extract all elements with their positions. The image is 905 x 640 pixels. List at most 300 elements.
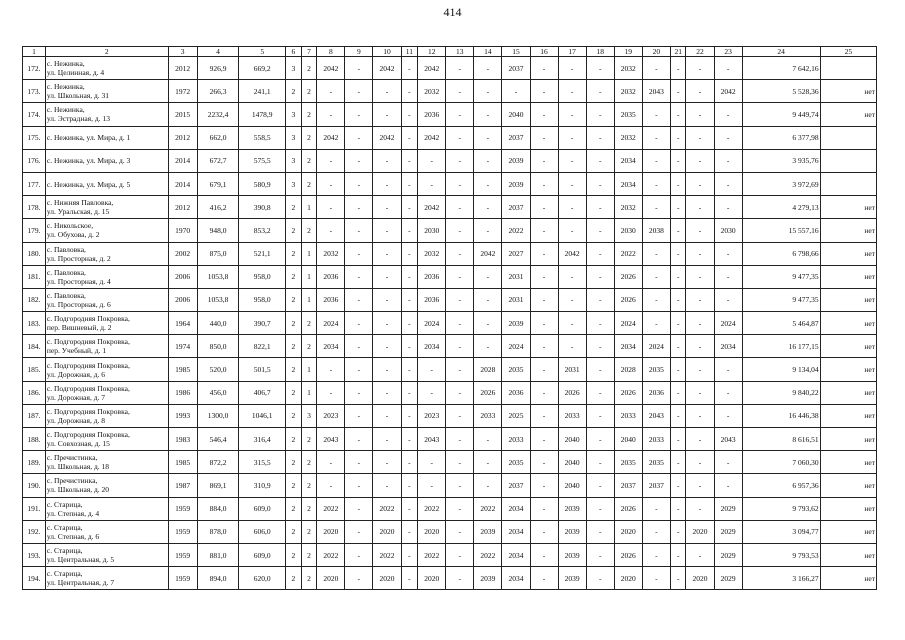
table-cell: 521,1 [239,242,286,265]
table-cell: 2034 [502,497,530,520]
table-cell: 2 [301,335,317,358]
table-cell: - [474,288,502,311]
table-row [23,543,877,566]
table-cell: - [586,335,614,358]
table-cell: 2 [286,288,302,311]
table-cell: 2022 [373,497,401,520]
table-cell: нет [820,497,876,520]
table-cell: - [642,312,670,335]
table-cell: - [586,428,614,451]
table-cell: 6 798,66 [742,242,820,265]
table-cell: - [446,358,474,381]
table-cell: - [401,520,418,543]
table-cell: 2026 [614,497,642,520]
table-cell: 6 957,36 [742,474,820,497]
table-cell: 1985 [168,451,197,474]
table-cell: - [373,474,401,497]
table-cell: 2030 [614,219,642,242]
table-cell: - [345,103,373,126]
column-header: 10 [373,47,401,57]
table-cell: 4 279,13 [742,196,820,219]
table-cell: 5 464,87 [742,312,820,335]
table-cell: - [558,149,586,172]
table-cell: - [373,428,401,451]
row-number-cell: 183. [23,312,46,335]
table-cell: 2033 [642,428,670,451]
table-cell: - [686,196,714,219]
table-cell: 2 [286,520,302,543]
table-cell: - [446,126,474,149]
table-cell: 3 972,69 [742,172,820,195]
table-row [23,265,877,288]
table-cell: 2037 [502,126,530,149]
address-line: с. Нежинка, ул. Мира, д. 5 [46,179,131,189]
table-cell: - [401,219,418,242]
table-cell: 2 [286,196,302,219]
table-cell: - [670,451,686,474]
address-cell [45,335,168,358]
table-cell: 2034 [614,149,642,172]
table-cell: - [686,103,714,126]
table-cell: - [714,451,742,474]
address-line: ул. Просторная, д. 4 [46,276,111,286]
table-cell: - [586,196,614,219]
table-cell: 241,1 [239,80,286,103]
table-cell: - [670,358,686,381]
table-cell: нет [820,358,876,381]
table-cell [820,57,876,80]
row-number-cell: 194. [23,567,46,590]
table-cell: - [686,358,714,381]
table-cell: 2 [301,497,317,520]
address-line: с. Никольское, [46,221,94,231]
table-cell: - [642,520,670,543]
table-cell: - [345,196,373,219]
table-cell: 2012 [168,126,197,149]
column-header: 3 [168,47,197,57]
address-cell [45,57,168,80]
address-line: с. Старица, [46,569,83,579]
table-cell: 2 [286,80,302,103]
table-cell: 1970 [168,219,197,242]
address-cell [45,428,168,451]
column-header: 18 [586,47,614,57]
address-line: ул. Эстрадная, д. 13 [46,114,110,124]
table-cell: 7 060,30 [742,451,820,474]
table-cell: - [401,404,418,427]
row-number-cell: 178. [23,196,46,219]
table-cell: - [345,567,373,590]
table-cell: 2043 [317,428,345,451]
table-cell: 2020 [317,567,345,590]
table-cell: нет [820,196,876,219]
table-cell: 2043 [714,428,742,451]
table-cell: нет [820,265,876,288]
table-cell: - [317,172,345,195]
address-cell [45,312,168,335]
table-cell: 2014 [168,172,197,195]
table-cell: 2 [301,520,317,543]
table-row [23,288,877,311]
table-cell: 853,2 [239,219,286,242]
table-cell: 2039 [502,149,530,172]
table-cell: - [686,80,714,103]
table-cell: 2022 [502,219,530,242]
table-cell: - [446,219,474,242]
table-cell: 2 [286,497,302,520]
table-cell: 2043 [642,80,670,103]
table-cell: 2034 [502,543,530,566]
table-cell: - [642,497,670,520]
table-cell: - [345,497,373,520]
table-cell: 2015 [168,103,197,126]
address-cell [45,265,168,288]
address-line: с. Павловка, [46,244,86,254]
table-cell: 2023 [418,404,446,427]
address-line: с. Подгородняя Покровка, [46,337,130,347]
table-cell: 1959 [168,543,197,566]
row-number-cell: 176. [23,149,46,172]
table-cell: - [670,567,686,590]
table-cell: - [474,80,502,103]
table-cell: 2033 [558,404,586,427]
address-cell [45,381,168,404]
table-cell: - [670,149,686,172]
table-cell: - [586,219,614,242]
column-header: 8 [317,47,345,57]
table-cell: - [714,57,742,80]
table-cell: 2034 [418,335,446,358]
table-cell: - [670,288,686,311]
table-cell: 662,0 [197,126,239,149]
table-cell: - [530,265,558,288]
table-cell: 2026 [614,288,642,311]
table-cell: 2 [286,312,302,335]
table-cell: - [714,404,742,427]
table-cell: 2028 [614,358,642,381]
table-cell: 2032 [418,242,446,265]
column-header: 16 [530,47,558,57]
table-cell: 679,1 [197,172,239,195]
table-cell: 2 [286,474,302,497]
table-cell: - [401,196,418,219]
table-cell: 316,4 [239,428,286,451]
table-cell: 3 [286,126,302,149]
table-cell: - [686,543,714,566]
table-cell: - [558,80,586,103]
table-cell: - [586,497,614,520]
table-cell: 2034 [714,335,742,358]
table-cell: - [345,451,373,474]
table-cell: 1983 [168,428,197,451]
table-cell: 2036 [418,103,446,126]
table-cell: 2024 [418,312,446,335]
table-cell: 2029 [714,567,742,590]
table-cell: - [714,265,742,288]
table-cell: 2006 [168,265,197,288]
table-row [23,451,877,474]
table-cell: 1959 [168,520,197,543]
table-cell: - [418,172,446,195]
table-cell: - [474,126,502,149]
address-line: с. Нежинка, ул. Мира, д. 3 [46,156,131,166]
table-cell: 2022 [418,497,446,520]
table-cell: - [714,149,742,172]
table-cell: - [586,312,614,335]
table-cell: - [446,196,474,219]
table-cell: 2024 [642,335,670,358]
column-header: 9 [345,47,373,57]
row-number-cell: 192. [23,520,46,543]
table-cell: 926,9 [197,57,239,80]
table-cell: 2 [286,358,302,381]
table-cell: 2037 [502,196,530,219]
table-cell: 958,0 [239,288,286,311]
table-cell: 2035 [502,451,530,474]
table-cell: 2032 [418,80,446,103]
table-cell: 2023 [317,404,345,427]
table-cell: 2035 [642,451,670,474]
table-cell: 2036 [317,288,345,311]
table-cell: - [317,196,345,219]
table-cell: - [714,288,742,311]
table-cell: 2039 [558,567,586,590]
table-cell: 1478,9 [239,103,286,126]
table-cell: 2034 [502,520,530,543]
table-cell: - [586,474,614,497]
table-cell: - [373,80,401,103]
table-cell: нет [820,404,876,427]
table-cell: 2030 [714,219,742,242]
table-cell: нет [820,520,876,543]
table-cell: - [345,242,373,265]
table-cell: 1964 [168,312,197,335]
table-cell: - [686,126,714,149]
table-cell: 2032 [614,196,642,219]
column-header: 1 [23,47,46,57]
table-cell: - [373,219,401,242]
column-header: 5 [239,47,286,57]
address-cell [45,358,168,381]
table-cell: 416,2 [197,196,239,219]
table-cell: 3 [286,103,302,126]
table-cell: - [686,474,714,497]
table-cell: - [558,219,586,242]
table-cell: 2022 [614,242,642,265]
table-cell: - [530,149,558,172]
table-cell: - [670,497,686,520]
table-cell: 2022 [373,543,401,566]
table-row [23,567,877,590]
address-line: ул. Уральская, д. 15 [46,207,110,217]
table-cell: - [373,451,401,474]
table-cell: 2 [286,242,302,265]
table-cell: 3 [301,404,317,427]
table-cell: 2042 [373,126,401,149]
table-cell: - [586,57,614,80]
address-line: с. Подгородняя Покровка, [46,430,130,440]
address-cell [45,543,168,566]
table-cell: 2037 [642,474,670,497]
table-cell: - [446,543,474,566]
table-cell: 2035 [642,358,670,381]
table-cell: нет [820,335,876,358]
table-cell: 2 [286,219,302,242]
table-row [23,312,877,335]
table-cell: 2 [286,428,302,451]
table-cell: 315,5 [239,451,286,474]
table-cell: - [530,126,558,149]
address-cell [45,219,168,242]
table-cell: - [558,312,586,335]
table-cell: - [530,567,558,590]
address-line: с. Старица, [46,499,83,509]
table-cell: 1 [301,196,317,219]
table-cell: 2034 [317,335,345,358]
table-cell: - [373,312,401,335]
table-cell: - [670,265,686,288]
table-cell: 390,8 [239,196,286,219]
table-cell: 2014 [168,149,197,172]
address-line: ул. Целинная, д. 4 [46,68,105,78]
table-cell: 2032 [614,80,642,103]
table-cell: 2002 [168,242,197,265]
table-cell: 869,1 [197,474,239,497]
table-cell: 1 [301,265,317,288]
table-cell: - [474,172,502,195]
table-cell: 2029 [714,520,742,543]
table-cell: - [686,265,714,288]
table-cell: 456,0 [197,381,239,404]
table-cell: - [530,288,558,311]
table-cell: 2042 [373,57,401,80]
row-number-cell: 188. [23,428,46,451]
table-cell: 2036 [418,288,446,311]
table-cell: - [642,543,670,566]
table-cell: 2039 [474,520,502,543]
table-cell: - [670,474,686,497]
table-cell [820,172,876,195]
table-cell: - [345,335,373,358]
table-cell: - [586,265,614,288]
table-cell: - [586,567,614,590]
address-cell [45,242,168,265]
table-cell: - [317,381,345,404]
table-cell: - [474,335,502,358]
table-cell: - [586,381,614,404]
table-cell: - [401,265,418,288]
table-cell: 2035 [502,358,530,381]
table-cell: - [530,543,558,566]
table-cell: - [558,196,586,219]
table-cell: - [345,57,373,80]
table-cell: 2025 [502,404,530,427]
table-cell: - [317,103,345,126]
table-cell: - [642,288,670,311]
table-cell: - [530,497,558,520]
table-cell: 2 [301,57,317,80]
table-cell: 2032 [317,242,345,265]
table-cell: 2040 [558,474,586,497]
table-cell: 2034 [502,567,530,590]
address-line: ул. Совхозная, д. 15 [46,439,110,449]
table-cell: 3 935,76 [742,149,820,172]
table-cell: 2232,4 [197,103,239,126]
table-cell: - [558,57,586,80]
table-cell: 2026 [614,265,642,288]
table-cell: 672,7 [197,149,239,172]
table-cell: - [586,172,614,195]
table-cell: 9 477,35 [742,288,820,311]
table-cell: 2037 [502,57,530,80]
table-row [23,57,877,80]
address-cell [45,126,168,149]
table-cell: 2 [301,126,317,149]
table-cell: - [530,335,558,358]
table-cell: нет [820,80,876,103]
table-cell: - [714,381,742,404]
table-cell: 2 [301,103,317,126]
row-number-cell: 180. [23,242,46,265]
row-number-cell: 173. [23,80,46,103]
table-cell: 850,0 [197,335,239,358]
table-cell: - [686,404,714,427]
table-cell: нет [820,567,876,590]
table-cell: - [418,381,446,404]
table-cell: - [558,288,586,311]
table-cell: 2 [301,428,317,451]
table-cell: 266,3 [197,80,239,103]
table-cell: - [474,451,502,474]
table-cell: - [530,312,558,335]
table-cell: - [714,242,742,265]
table-cell: - [670,520,686,543]
table-cell: 2031 [502,288,530,311]
address-line: ул. Школьная, д. 18 [46,462,110,472]
column-header: 13 [446,47,474,57]
column-header: 22 [686,47,714,57]
table-cell: 2042 [714,80,742,103]
table-cell: - [401,335,418,358]
table-cell: 2040 [614,428,642,451]
table-cell: - [686,428,714,451]
table-cell: 2 [286,404,302,427]
column-header: 11 [401,47,418,57]
table-cell: - [373,358,401,381]
table-cell: 501,5 [239,358,286,381]
table-cell: - [642,265,670,288]
address-line: с. Павловка, [46,267,86,277]
table-cell: 2042 [418,57,446,80]
address-cell [45,474,168,497]
table-cell: - [401,497,418,520]
address-line: с. Павловка, [46,290,86,300]
table-cell: - [714,126,742,149]
address-line: ул. Школьная, д. 31 [46,91,110,101]
table-cell: - [586,520,614,543]
table-cell: 2 [301,474,317,497]
table-cell: нет [820,428,876,451]
table-cell: 2029 [714,497,742,520]
table-cell: 2 [301,172,317,195]
table-cell: 609,0 [239,497,286,520]
column-header: 4 [197,47,239,57]
table-cell: - [373,381,401,404]
table-cell: - [345,474,373,497]
table-cell: 2034 [614,335,642,358]
row-number-cell: 181. [23,265,46,288]
table-cell: - [670,428,686,451]
